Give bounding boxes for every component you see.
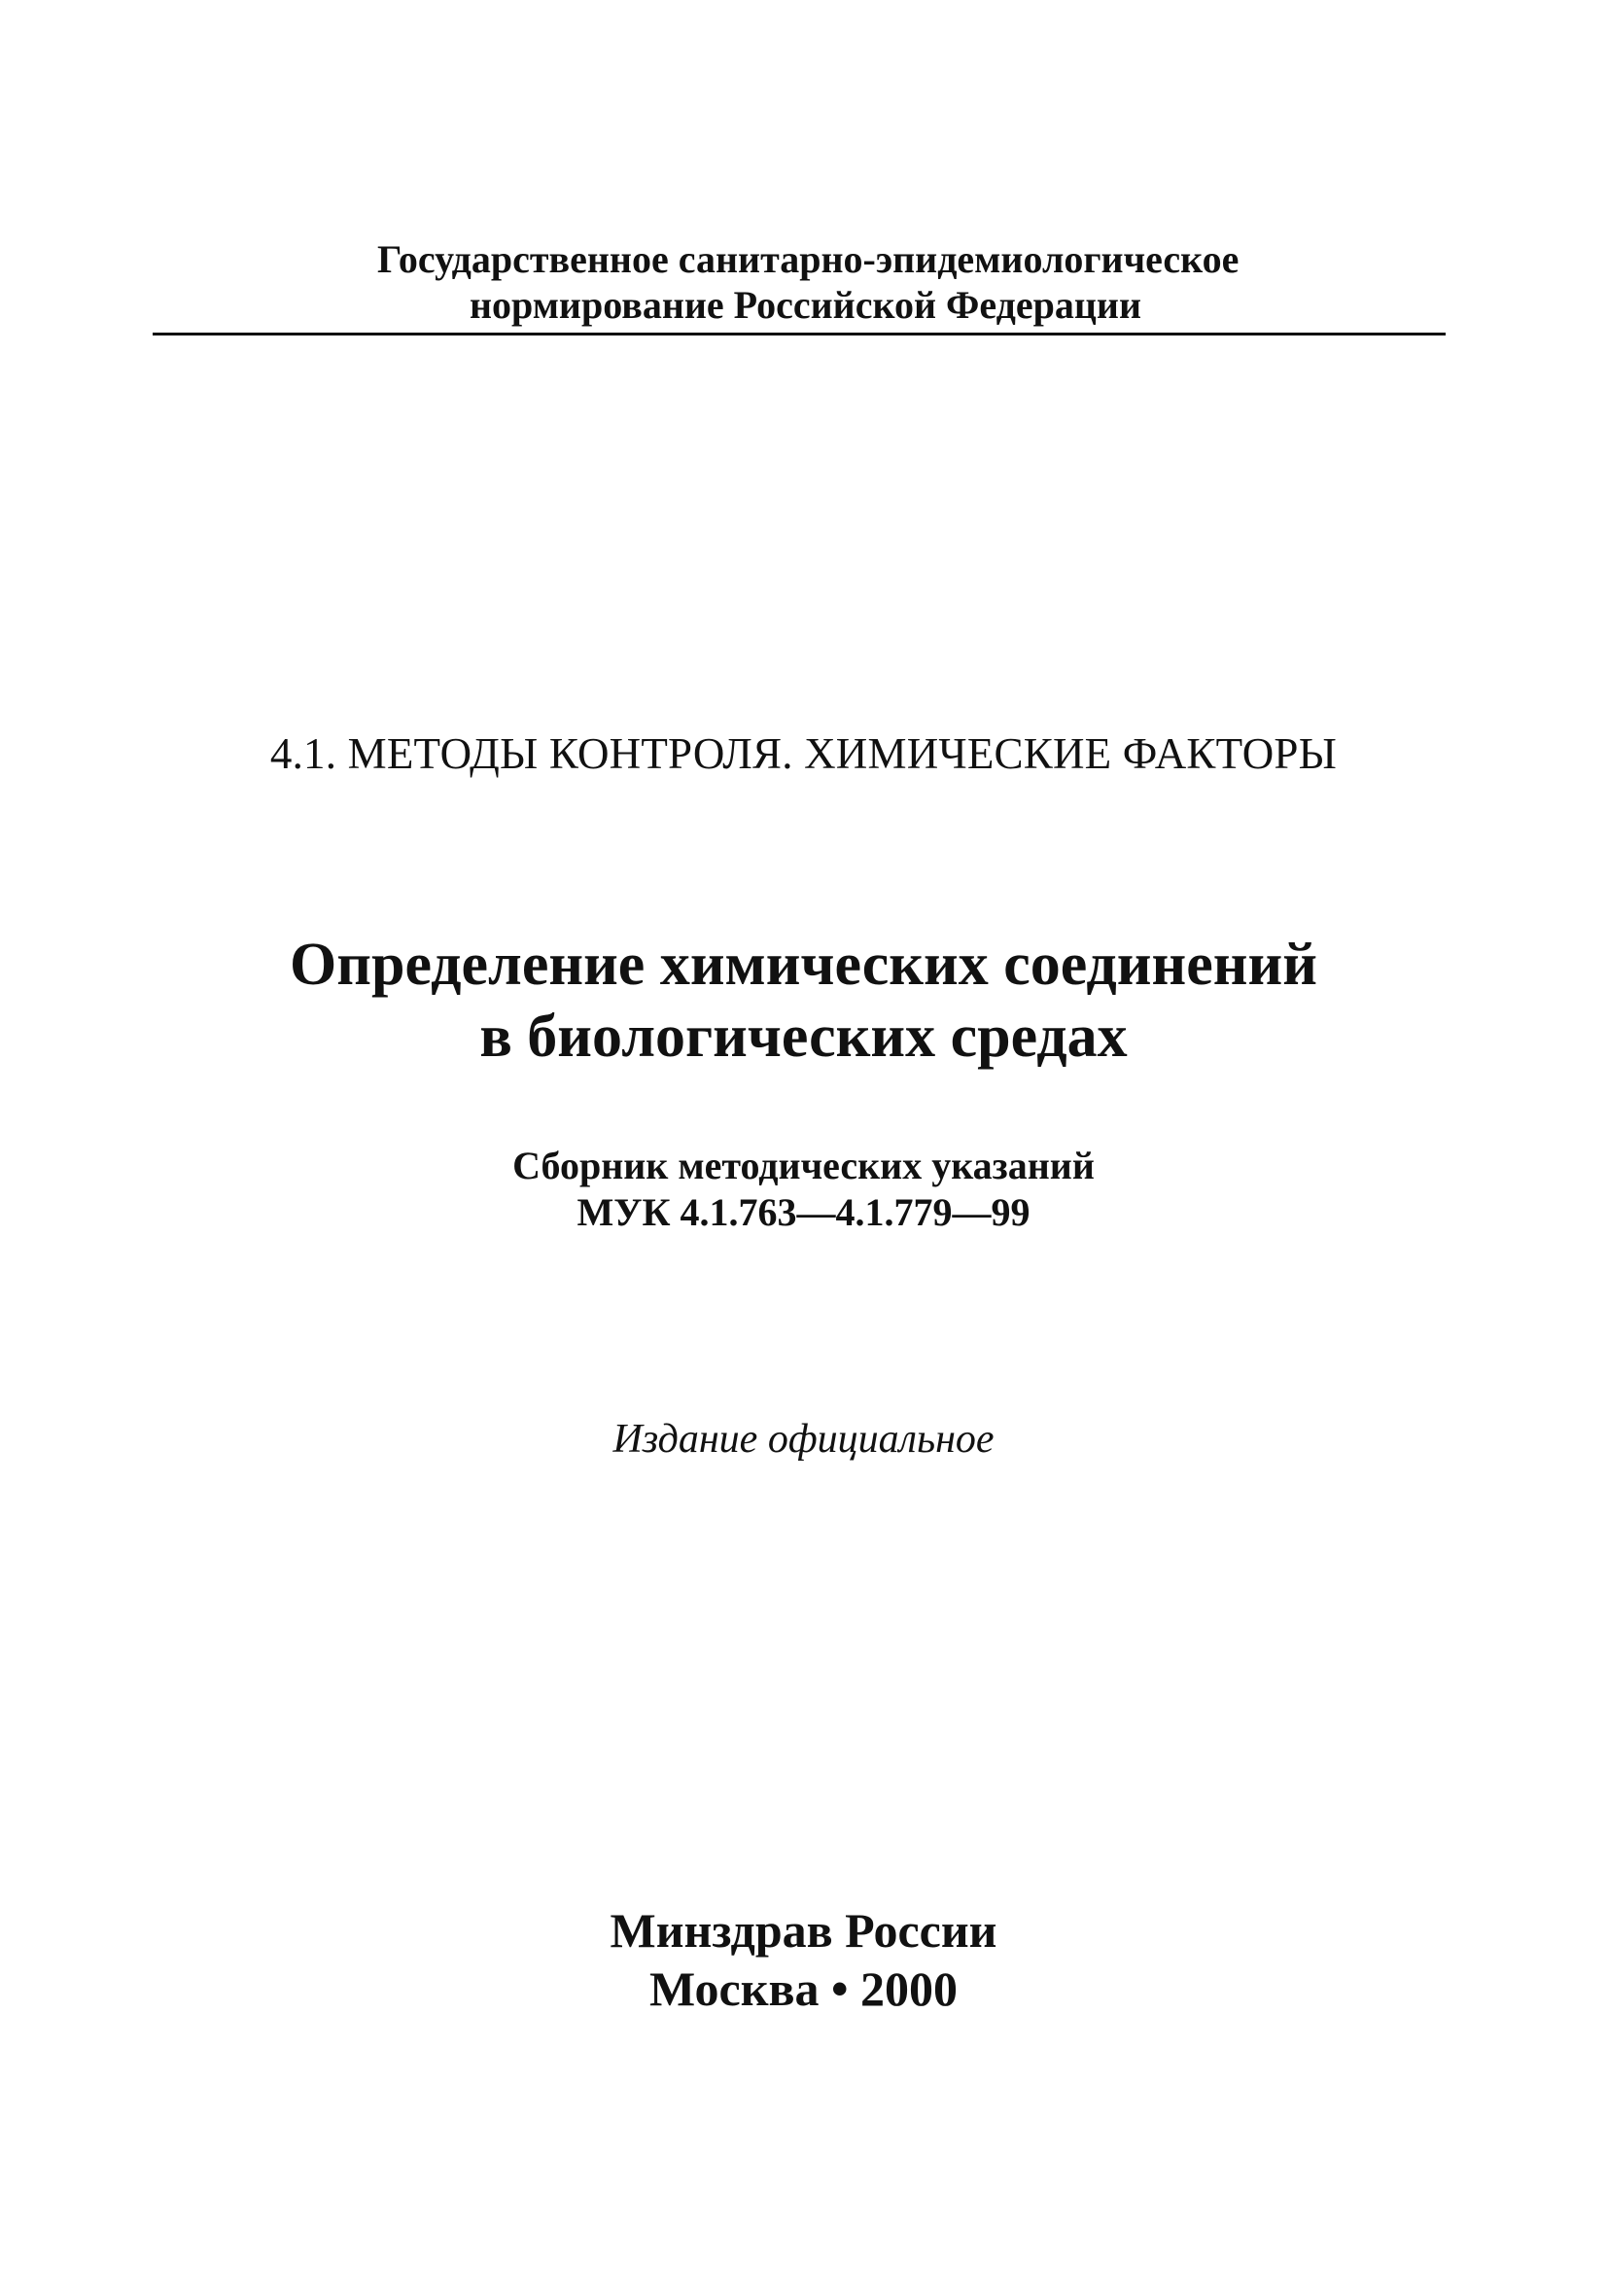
header-divider [153,333,1446,336]
subtitle-line-1: Сборник методических указаний [512,1144,1095,1187]
edition-note: Издание официальное [612,1417,995,1462]
document-title-line-1: Определение химических соединений [290,932,1317,998]
header-line-1: Государственное санитарно-эпидемиологическое [377,237,1240,281]
publisher-name: Минздрав России [610,1903,997,1958]
document-title [0,929,1607,1073]
document-title-line-2: в биологических средах [479,1004,1128,1070]
publisher-place-year: Москва • 2000 [648,1961,959,2016]
subtitle-line-2: МУК 4.1.763—4.1.779—99 [576,1190,1031,1234]
document-subtitle [0,1143,1607,1236]
header-line-2: нормирование Российской Федерации [470,283,1141,327]
series-title: 4.1. МЕТОДЫ КОНТРОЛЯ. ХИМИЧЕСКИЕ ФАКТОРЫ [269,729,1338,778]
publisher-block [0,1901,1607,2018]
